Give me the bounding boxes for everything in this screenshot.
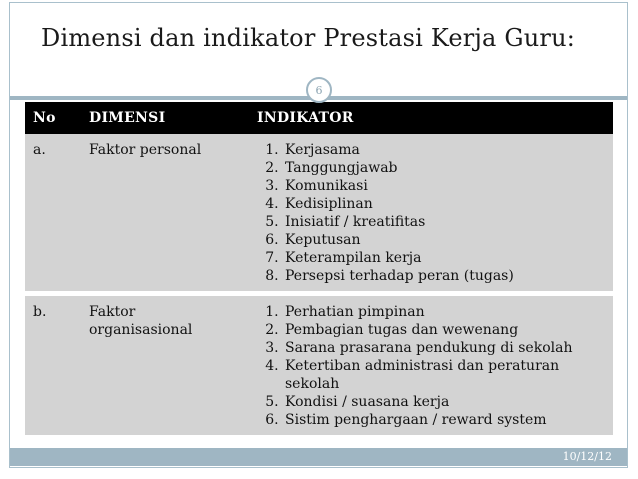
- list-item: 3. Sarana prasarana pendukung di sekolah: [283, 339, 605, 357]
- row-indicators: [249, 134, 613, 294]
- list-item: 1. Kerjasama: [283, 141, 605, 159]
- slide-title: Dimensi dan indikator Prestasi Kerja Guru:: [41, 24, 576, 52]
- list-item: 5. Inisiatif / kreatifitas: [283, 213, 605, 231]
- row-dimension: Faktor organisasional: [81, 294, 249, 436]
- list-item: 6. Keputusan: [283, 231, 605, 249]
- row-indicators: [249, 294, 613, 436]
- list-item: 8. Persepsi terhadap peran (tugas): [283, 267, 605, 285]
- list-item: 5. Kondisi / suasana kerja: [283, 393, 605, 411]
- table-row: [25, 134, 613, 294]
- list-item: 4. Ketertiban administrasi dan peraturan sekolah: [283, 357, 605, 393]
- list-item: 2. Tanggungjawab: [283, 159, 605, 177]
- table-header-row: [25, 102, 613, 134]
- list-item: 7. Keterampilan kerja: [283, 249, 605, 267]
- header-dimensi: DIMENSI: [81, 102, 249, 134]
- row-number: a.: [25, 134, 81, 294]
- footer-date: 10/12/12: [562, 450, 612, 463]
- header-no: No: [25, 102, 81, 134]
- header-indikator: INDIKATOR: [249, 102, 613, 134]
- indicator-list: [257, 141, 605, 285]
- table-row: [25, 294, 613, 436]
- list-item: 1. Perhatian pimpinan: [283, 303, 605, 321]
- list-item: 6. Sistim penghargaan / reward system: [283, 411, 605, 429]
- list-item: 4. Kedisiplinan: [283, 195, 605, 213]
- indicator-list: [257, 303, 605, 429]
- row-dimension: Faktor personal: [81, 134, 249, 294]
- page-number-badge: 6: [306, 77, 332, 103]
- row-number: b.: [25, 294, 81, 436]
- indicator-table: [25, 102, 613, 435]
- footer-band: [10, 448, 627, 466]
- list-item: 3. Komunikasi: [283, 177, 605, 195]
- list-item: 2. Pembagian tugas dan wewenang: [283, 321, 605, 339]
